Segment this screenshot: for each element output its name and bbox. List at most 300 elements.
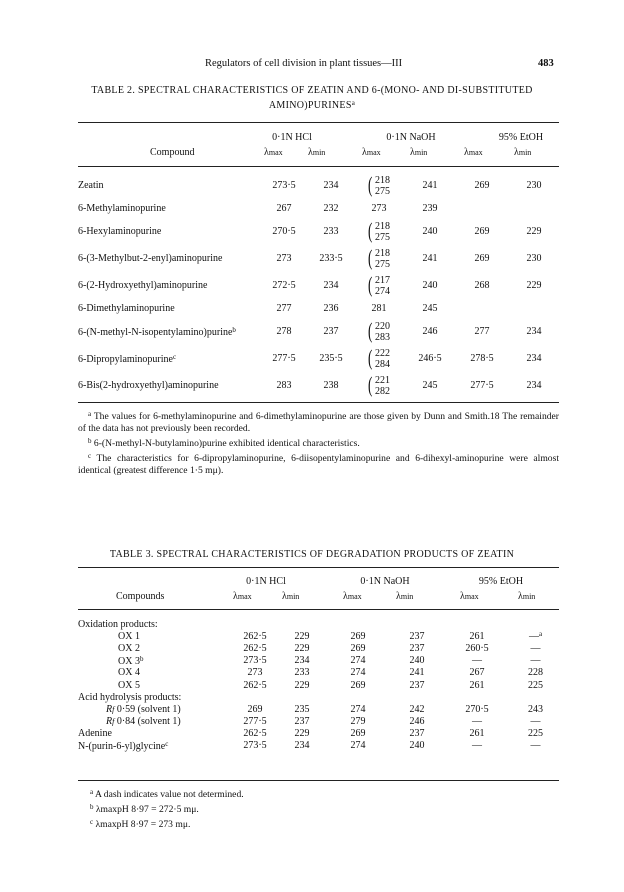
naoh-lmin [392, 740, 442, 752]
footnote-mark: a [88, 410, 92, 418]
table2-lambda-sub: min [518, 148, 532, 157]
etoh-lmin: 234 [526, 326, 542, 337]
table3-row [78, 667, 559, 679]
naoh-lmax [324, 679, 392, 691]
compound-label: Zeatin [78, 180, 104, 191]
rf-label: R [106, 703, 113, 715]
etoh-lmax [442, 655, 512, 667]
etoh-lmin [512, 655, 559, 667]
etoh-lmin: 230 [526, 180, 542, 191]
cell-value: 240 [409, 740, 425, 752]
table3-lambda-sub: min [400, 592, 414, 601]
compound-label: 6-Bis(2-hydroxyethyl)aminopurine [78, 380, 219, 391]
table2-header-etoh: 95% EtOH [498, 132, 544, 143]
table3-top-rule [78, 567, 559, 568]
cell-value: 233 [294, 667, 310, 679]
naoh-lmax-value: 221 [375, 374, 390, 386]
cell-value: 225 [528, 728, 543, 740]
cell-mark: a [538, 630, 543, 639]
cell-value: 242 [409, 703, 425, 715]
table3-row [78, 642, 559, 654]
cell-value: — [530, 642, 541, 654]
cell-value: 273 [247, 667, 263, 679]
table2-header-hcl: 0·1N HCl [272, 132, 312, 143]
footnote-text: The values for 6-methylaminopurine and 6-dimethylaminopurine are those given by Dunn and Smith.18 The remainder of the data has not previously been recorded. [78, 411, 559, 434]
etoh-lmax [442, 716, 512, 728]
table3-header-compounds: Compounds [116, 591, 165, 602]
cell-value: 269 [350, 642, 366, 654]
table2-row [78, 345, 559, 372]
naoh-lmax-value: 275 [375, 185, 390, 197]
cell-value: — [530, 740, 541, 752]
table2-row [78, 218, 559, 245]
etoh-lmax: 278·5 [470, 353, 494, 364]
table2-lambda-sub: min [312, 148, 326, 157]
hcl-lmax [230, 667, 280, 679]
etoh-lmin [509, 199, 559, 218]
hcl-lmax: 272·5 [272, 280, 296, 291]
compound-label: 6-Dimethylaminopurine [78, 303, 175, 314]
hcl-lmax: 273·5 [272, 180, 296, 191]
cell-value: 235 [294, 703, 310, 715]
cell-value: 261 [469, 679, 485, 691]
cell-value: 229 [294, 630, 310, 642]
table2-lambda: λmin [514, 147, 532, 158]
compound-mark: b [232, 325, 236, 334]
table2-caption-mark: a [351, 99, 356, 107]
cell-value: 229 [294, 728, 310, 740]
naoh-lmax-pair [368, 344, 390, 370]
hcl-lmin: 233·5 [319, 253, 343, 264]
table3-subheader-lmin [518, 591, 535, 602]
compound-label: Acid hydrolysis products: [78, 691, 182, 703]
cell-value: — [472, 655, 482, 667]
hcl-lmax: 278 [276, 326, 292, 337]
cell-value: 269 [350, 679, 366, 691]
cell-value: 261 [469, 630, 485, 642]
compound-name [78, 272, 259, 299]
compound-label: 6-Hexylaminopurine [78, 226, 162, 237]
table2-row [78, 172, 559, 199]
cell-value: 273·5 [243, 655, 267, 667]
naoh-lmin [392, 716, 442, 728]
naoh-lmax [353, 372, 405, 399]
table2-row [78, 318, 559, 345]
table3 [78, 618, 559, 752]
table3-footnote [90, 801, 390, 816]
table2-lambda-sub: max [366, 148, 381, 157]
compound-mark: b [139, 654, 144, 663]
etoh-lmax [442, 630, 512, 642]
hcl-lmax [230, 728, 280, 740]
naoh-lmax-value: 217 [375, 274, 390, 286]
table2-lambda: λmax [464, 147, 483, 158]
etoh-lmin [512, 667, 559, 679]
table3-subheader-lmax [460, 591, 479, 602]
etoh-lmin [512, 703, 559, 715]
cell-value: 267 [469, 667, 485, 679]
footnote-text: λmaxpH 8·97 = 272·5 mμ. [93, 804, 199, 815]
hcl-lmax: 283 [276, 380, 292, 391]
compound-mark: c [165, 739, 169, 748]
cell-value: 240 [409, 655, 425, 667]
naoh-lmax [324, 655, 392, 667]
hcl-lmax [230, 642, 280, 654]
table3-header-hcl: 0·1N HCl [246, 576, 286, 587]
page-number: 483 [538, 58, 554, 69]
etoh-lmax [442, 642, 512, 654]
table2-top-rule [78, 122, 559, 123]
hcl-lmax [230, 679, 280, 691]
naoh-lmax-value: 282 [375, 385, 390, 397]
compound-label: 6-(N-methyl-N-isopentylamino)purine [78, 326, 233, 338]
compound-label: OX 5 [118, 679, 140, 691]
etoh-lmin [512, 679, 559, 691]
naoh-lmax-value: 273 [371, 203, 387, 214]
cell-value: 243 [528, 703, 543, 715]
naoh-lmax-pair [368, 371, 390, 397]
etoh-lmin [512, 716, 559, 728]
cell-value: 262·5 [243, 679, 267, 691]
table2-footnotes [78, 408, 559, 477]
table3-footnotes [90, 786, 390, 831]
hcl-lmin [280, 728, 324, 740]
compound-name [78, 655, 230, 667]
etoh-lmax [455, 199, 509, 218]
section-filler [230, 618, 559, 630]
naoh-lmin [392, 630, 442, 642]
hcl-lmax [230, 716, 280, 728]
hcl-lmin [280, 740, 324, 752]
naoh-lmax-pair [368, 171, 390, 197]
compound-label: 6-Methylaminopurine [78, 203, 166, 214]
table3-row [78, 716, 559, 728]
hcl-lmax: 277·5 [272, 353, 296, 364]
compound-name [78, 679, 230, 691]
compound-label: OX 3 [118, 655, 140, 667]
compound-name [78, 299, 259, 318]
compound-label: 0·84 (solvent 1) [114, 716, 181, 728]
hcl-lmin [280, 655, 324, 667]
cell-value: — [472, 740, 482, 752]
table3-subheader-lmin [396, 591, 413, 602]
etoh-lmin [512, 642, 559, 654]
table2-subheader-lmax [362, 147, 381, 158]
naoh-lmax [353, 299, 405, 318]
naoh-lmin: 241 [422, 180, 438, 191]
table3-subheader-lmax [233, 591, 252, 602]
hcl-lmin: 238 [323, 380, 339, 391]
table2-header-rule [78, 166, 559, 167]
etoh-lmax: 268 [474, 280, 490, 291]
cell-value: 277·5 [243, 716, 267, 728]
compound-name [78, 667, 230, 679]
naoh-lmax [324, 703, 392, 715]
naoh-lmax [353, 345, 405, 372]
etoh-lmax: 269 [474, 226, 490, 237]
etoh-lmin: 229 [526, 280, 542, 291]
table2-lambda: λmax [264, 147, 283, 158]
etoh-lmin: 230 [526, 253, 542, 264]
running-head-title: Regulators of cell division in plant tissues—III [205, 58, 403, 69]
compound-label: 6-(2-Hydroxyethyl)aminopurine [78, 280, 208, 291]
etoh-lmax [442, 667, 512, 679]
footnote-text: A dash indicates value not determined. [93, 789, 244, 800]
brace-glyph: ( [368, 244, 373, 270]
compound-name [78, 716, 230, 728]
table3-row [78, 679, 559, 691]
table2-footnote [78, 450, 559, 477]
table3-lambda-sub: max [347, 592, 362, 601]
compound-name [78, 691, 230, 703]
table2-subheader-lmin [410, 147, 427, 158]
naoh-lmin [392, 728, 442, 740]
naoh-lmax-value: 218 [375, 174, 390, 186]
naoh-lmin [392, 667, 442, 679]
compound-label: OX 4 [118, 667, 140, 679]
cell-value: 225 [528, 679, 543, 691]
naoh-lmin: 240 [422, 226, 438, 237]
compound-name [78, 618, 230, 630]
compound-name [78, 199, 259, 218]
table2-lambda: λmin [308, 147, 326, 158]
etoh-lmin: 234 [526, 380, 542, 391]
cell-value: 262·5 [243, 728, 267, 740]
etoh-lmin: 229 [526, 226, 542, 237]
cell-value: 241 [409, 667, 425, 679]
cell-value: 229 [294, 642, 310, 654]
table2-row [78, 372, 559, 399]
naoh-lmin: 239 [422, 203, 438, 214]
etoh-lmax [455, 299, 509, 318]
etoh-lmin [512, 728, 559, 740]
hcl-lmin: 234 [323, 280, 339, 291]
hcl-lmin [280, 642, 324, 654]
compound-name [78, 728, 230, 740]
table2-row [78, 199, 559, 218]
compound-name [78, 703, 230, 715]
table2-lambda-sub: max [268, 148, 283, 157]
naoh-lmin [392, 642, 442, 654]
hcl-lmin: 237 [323, 326, 339, 337]
table2-lambda-sub: max [468, 148, 483, 157]
table3-footnote [90, 816, 390, 831]
hcl-lmin [280, 679, 324, 691]
naoh-lmax-value: 220 [375, 320, 390, 332]
compound-name [78, 318, 259, 345]
footnote-mark: b [88, 437, 92, 445]
cell-value: 279 [350, 716, 366, 728]
table2-footnote [78, 435, 559, 450]
etoh-lmin [512, 740, 559, 752]
hcl-lmin: 236 [323, 303, 339, 314]
table3-row [78, 655, 559, 667]
compound-label: Adenine [78, 728, 112, 740]
table2-lambda: λmin [410, 147, 428, 158]
naoh-lmin: 245 [422, 303, 438, 314]
table3-lambda: λmax [343, 591, 362, 602]
naoh-lmax-value: 275 [375, 258, 390, 270]
table3-lambda-sub: max [237, 592, 252, 601]
naoh-lmax-pair [368, 217, 390, 243]
table2-subheader-lmax [264, 147, 283, 158]
rf-sub: f [112, 704, 115, 714]
table2-row [78, 245, 559, 272]
hcl-lmax [230, 655, 280, 667]
naoh-lmax [353, 218, 405, 245]
brace-glyph: ( [368, 344, 373, 370]
cell-value: 274 [350, 655, 366, 667]
naoh-lmax-value: 284 [375, 358, 390, 370]
table2-row [78, 272, 559, 299]
naoh-lmin: 241 [422, 253, 438, 264]
cell-value: — [530, 655, 541, 667]
cell-value: 269 [350, 630, 366, 642]
brace-glyph: ( [368, 371, 373, 397]
etoh-lmin [509, 299, 559, 318]
naoh-lmin [392, 679, 442, 691]
compound-label: OX 2 [118, 642, 140, 654]
hcl-lmax: 270·5 [272, 226, 296, 237]
etoh-lmax [442, 740, 512, 752]
naoh-lmax [353, 245, 405, 272]
cell-value: 237 [409, 679, 425, 691]
table2-caption-line1: TABLE 2. SPECTRAL CHARACTERISTICS OF ZEATIN AND 6-(MONO- AND DI-SUBSTITUTED [91, 85, 533, 96]
cell-value: — [472, 716, 482, 728]
hcl-lmin [280, 716, 324, 728]
hcl-lmax: 267 [276, 203, 292, 214]
cell-value: 234 [294, 740, 310, 752]
naoh-lmax [324, 630, 392, 642]
table3-lambda: λmax [460, 591, 479, 602]
naoh-lmin [392, 655, 442, 667]
naoh-lmin: 246·5 [418, 353, 442, 364]
cell-value: 273·5 [243, 740, 267, 752]
etoh-lmax [442, 679, 512, 691]
table3-lambda: λmin [396, 591, 414, 602]
cell-value: 262·5 [243, 630, 267, 642]
table3-row [78, 740, 559, 752]
footnote-text: The characteristics for 6-dipropylaminopurine, 6-diisopentylaminopurine and 6-dihexyl-aminopurine were almost identical (greatest difference 1·5 mμ). [78, 453, 559, 476]
naoh-lmax-value: 218 [375, 247, 390, 259]
table2 [78, 172, 559, 399]
naoh-lmax-value: 274 [375, 285, 390, 297]
naoh-lmax-value: 275 [375, 231, 390, 243]
hcl-lmax [230, 740, 280, 752]
table2-subheader-lmin [514, 147, 531, 158]
brace-glyph: ( [368, 317, 373, 343]
naoh-lmax [353, 172, 405, 199]
naoh-lmax-value: 222 [375, 347, 390, 359]
table2-caption [0, 84, 624, 112]
cell-value: 274 [350, 740, 366, 752]
table3-section-row [78, 691, 559, 703]
hcl-lmin: 233 [323, 226, 339, 237]
table3-lambda: λmax [233, 591, 252, 602]
table3-header-rule [78, 609, 559, 610]
brace-glyph: ( [368, 171, 373, 197]
table3-lambda-sub: max [464, 592, 479, 601]
brace-glyph: ( [368, 217, 373, 243]
table2-row [78, 299, 559, 318]
table3-lambda: λmin [282, 591, 300, 602]
table3-lambda-sub: min [286, 592, 300, 601]
etoh-lmin [512, 630, 559, 642]
compound-label: 6-Dipropylaminopurine [78, 353, 173, 365]
compound-name [78, 218, 259, 245]
table2-lambda: λmax [362, 147, 381, 158]
table3-subheader-lmax [343, 591, 362, 602]
naoh-lmin [392, 703, 442, 715]
table3-bottom-rule [78, 780, 559, 781]
naoh-lmax-pair [368, 317, 390, 343]
hcl-lmin [280, 703, 324, 715]
table2-lambda-sub: min [414, 148, 428, 157]
table2-footnote [78, 408, 559, 435]
naoh-lmax-pair [368, 271, 390, 297]
footnote-text: 6-(N-methyl-N-butylamino)purine exhibited identical characteristics. [91, 438, 360, 449]
naoh-lmax-value: 283 [375, 331, 390, 343]
table3-header-naoh: 0·1N NaOH [360, 576, 410, 587]
table2-subheader-lmin [308, 147, 325, 158]
compound-name [78, 372, 259, 399]
naoh-lmax [324, 642, 392, 654]
etoh-lmax [442, 703, 512, 715]
hcl-lmax [230, 703, 280, 715]
cell-value: 274 [350, 667, 366, 679]
footnote-mark: c [90, 818, 94, 826]
table2-caption-line2: AMINO)PURINES [268, 100, 352, 111]
compound-label: 6-(3-Methylbut-2-enyl)aminopurine [78, 253, 223, 264]
naoh-lmax [324, 667, 392, 679]
hcl-lmin: 234 [323, 180, 339, 191]
naoh-lmax [353, 199, 405, 218]
etoh-lmax: 269 [474, 253, 490, 264]
brace-glyph: ( [368, 271, 373, 297]
cell-value: 229 [294, 679, 310, 691]
table2-header-naoh: 0·1N NaOH [386, 132, 436, 143]
table3-row [78, 703, 559, 715]
naoh-lmax [324, 716, 392, 728]
cell-value: 237 [409, 728, 425, 740]
cell-value: — [530, 716, 541, 728]
table3-header-etoh: 95% EtOH [478, 576, 524, 587]
cell-value: 261 [469, 728, 485, 740]
footnote-text: λmaxpH 8·97 = 273 mμ. [93, 819, 191, 830]
hcl-lmin: 235·5 [319, 353, 343, 364]
cell-value: 269 [350, 728, 366, 740]
cell-value: 269 [247, 703, 263, 715]
section-filler [230, 691, 559, 703]
etoh-lmax [442, 728, 512, 740]
cell-value: 270·5 [465, 703, 489, 715]
naoh-lmin: 246 [422, 326, 438, 337]
table3-row [78, 630, 559, 642]
hcl-lmax: 273 [276, 253, 292, 264]
cell-value: — [528, 631, 539, 643]
rf-label: R [106, 716, 113, 728]
compound-name [78, 172, 259, 199]
etoh-lmin: 234 [526, 353, 542, 364]
hcl-lmin [280, 630, 324, 642]
compound-name [78, 740, 230, 752]
hcl-lmin [280, 667, 324, 679]
table3-row [78, 728, 559, 740]
hcl-lmax [230, 630, 280, 642]
naoh-lmin: 240 [422, 280, 438, 291]
table2-header-compound: Compound [150, 147, 195, 158]
cell-value: 246 [409, 716, 425, 728]
